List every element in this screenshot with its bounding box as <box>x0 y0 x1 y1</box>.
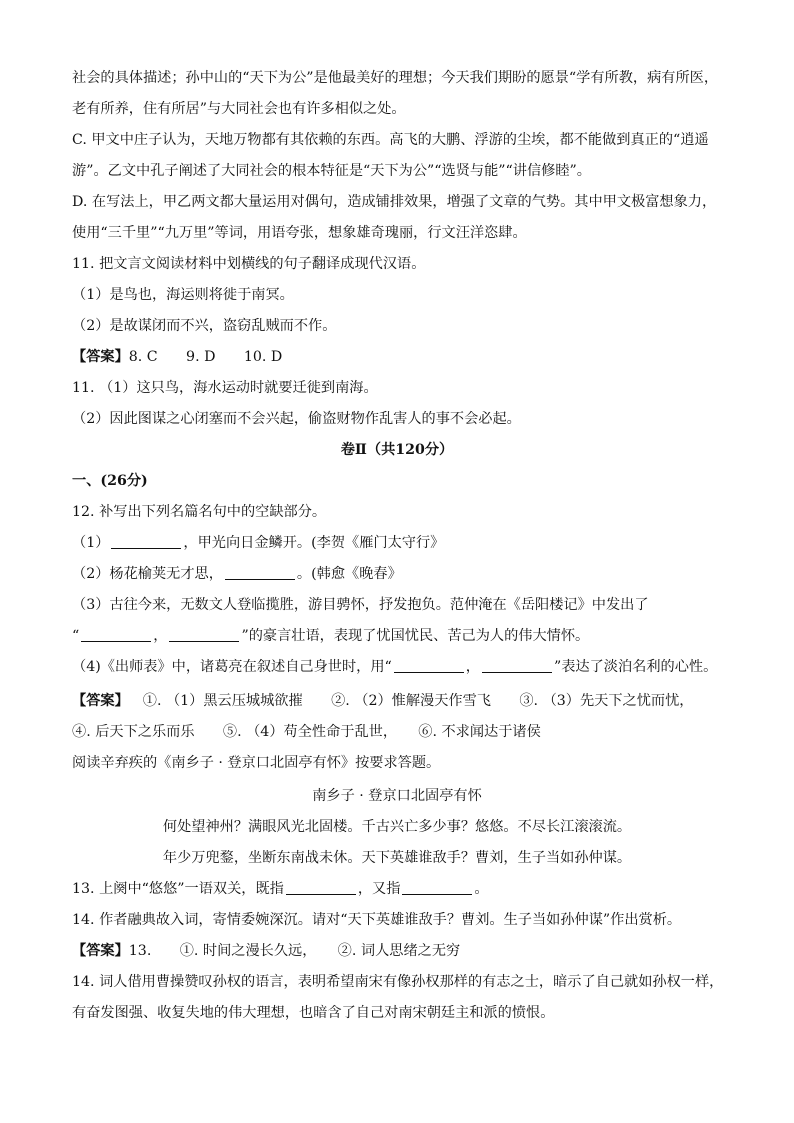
item-text: 。 <box>474 881 489 897</box>
item-text: ”表达了淡泊名利的心性。 <box>553 659 718 675</box>
item-text: ， <box>153 628 168 644</box>
text-line: 使用“三千里”“九万里”等词，用语夸张，想象雄奇瑰丽，行文汪洋恣肆。 <box>72 225 527 241</box>
item-text: 。(韩愈《晚春》 <box>296 566 402 582</box>
question-12-item-2 <box>72 564 402 584</box>
poem-line: 何处望神州？满眼风光北固楼。千古兴亡多少事？悠悠。不尽长江滚滚流。 <box>162 819 632 835</box>
part-heading: 一、(26分) <box>72 473 148 489</box>
question-12-item-3-cont <box>72 626 589 646</box>
answer-11-1: 11. （1）这只鸟，海水运动时就要迁徙到南海。 <box>72 380 378 396</box>
text-line: 社会的具体描述；孙中山的“天下为公”是他最美好的理想；今天我们期盼的愿景“学有所教，病有所医， <box>72 70 719 86</box>
fill-blank[interactable] <box>81 627 151 642</box>
fill-blank[interactable] <box>225 565 295 580</box>
item-text: ”的豪言壮语，表现了忧国忧民、苦己为人的伟大情怀。 <box>241 628 590 644</box>
question-12-item-4 <box>72 657 717 677</box>
text-line: D. 在写法上，甲乙两文都大量运用对偶句，造成铺排效果，增强了文章的气势。其中甲文极富想象力， <box>72 194 717 210</box>
answer-line-cont: ④. 后天下之乐而乐 ⑤. （4）苟全性命于乱世， ⑥. 不求闻达于诸侯 <box>72 724 541 740</box>
poem-line: 年少万兜鍪，坐断东南战未休。天下英雄谁敌手？曹刘，生子当如孙仲谋。 <box>162 850 632 866</box>
text-line: C. 甲文中庄子认为，天地万物都有其依赖的东西。高飞的大鹏、浮游的尘埃，都不能做到真正的“逍遥 <box>72 132 709 148</box>
item-text: ，又指 <box>357 881 401 897</box>
poem-title: 南乡子 · 登京口北固亭有怀 <box>312 788 482 804</box>
question-12-item-1 <box>72 533 444 553</box>
fill-blank[interactable] <box>394 658 464 673</box>
question-11: 11. 把文言文阅读材料中划横线的句子翻译成现代汉语。 <box>72 256 426 272</box>
answer-14: 14. 词人借用曹操赞叹孙权的语言，表明希望南宋有像孙权那样的有志之士，暗示了自己就如孙权一样， <box>72 974 724 990</box>
answer-tag: 【答案】 <box>72 943 129 959</box>
question-14: 14. 作者融典故入词，寄情委婉深沉。请对“天下英雄谁敌手？曹刘。生子当如孙仲谋”作出赏析。 <box>72 912 682 928</box>
answer-line <box>72 691 693 711</box>
item-label: （1） <box>72 535 110 551</box>
fill-blank[interactable] <box>111 534 181 549</box>
question-11-item-1: （1）是鸟也，海运则将徙于南冥。 <box>72 287 294 303</box>
question-11-item-2: （2）是故谋闭而不兴，盗窃乱贼而不作。 <box>72 318 337 334</box>
answer-line <box>72 347 282 367</box>
answer-11-2: （2）因此图谋之心闭塞而不会兴起，偷盗财物作乱害人的事不会必起。 <box>72 411 521 427</box>
item-text: 13. 上阕中“悠悠”一语双关，既指 <box>72 881 284 897</box>
question-13 <box>72 879 489 899</box>
fill-blank[interactable] <box>169 627 239 642</box>
answer-text: ①. （1）黑云压城城欲摧 ②. （2）惟解漫天作雪飞 ③. （3）先天下之忧而忧， <box>142 693 694 709</box>
reading-prompt: 阅读辛弃疾的《南乡子 · 登京口北固亭有怀》按要求答题。 <box>72 755 441 771</box>
text-line: 游”。乙文中孔子阐述了大同社会的根本特征是“天下为公”“选贤与能”“讲信修睦”。 <box>72 163 591 179</box>
item-text: “ <box>72 628 80 644</box>
answer-text: 8. C 9. D 10. D <box>128 349 283 365</box>
fill-blank[interactable] <box>402 880 472 895</box>
answer-tag: 【答案】 <box>72 693 129 709</box>
text-line: 老有所养，住有所居”与大同社会也有许多相似之处。 <box>72 101 406 117</box>
answer-text: 13. ①. 时间之漫长久远， ②. 词人思绪之无穷 <box>128 943 461 959</box>
item-text: （2）杨花榆荚无才思， <box>72 566 223 582</box>
item-text: ，甲光向日金鳞开。(李贺《雁门太守行》 <box>183 535 445 551</box>
fill-blank[interactable] <box>286 880 356 895</box>
section-title: 卷Ⅱ（共120分） <box>340 442 454 458</box>
answer-tag: 【答案】 <box>72 349 129 365</box>
answer-14-cont: 有奋发图强、收复失地的伟大理想，也暗含了自己对南宋朝廷主和派的愤恨。 <box>72 1005 555 1021</box>
fill-blank[interactable] <box>482 658 552 673</box>
item-text: （4)《出师表》中，诸葛亮在叙述自己身世时，用“ <box>72 659 392 675</box>
question-12-item-3: （3）古往今来，无数文人登临揽胜，游目骋怀，抒发抱负。范仲淹在《岳阳楼记》中发出了 <box>72 597 649 613</box>
item-text: ， <box>465 659 480 675</box>
question-12: 12. 补写出下列名篇名句中的空缺部分。 <box>72 504 327 520</box>
answer-line <box>72 941 460 961</box>
